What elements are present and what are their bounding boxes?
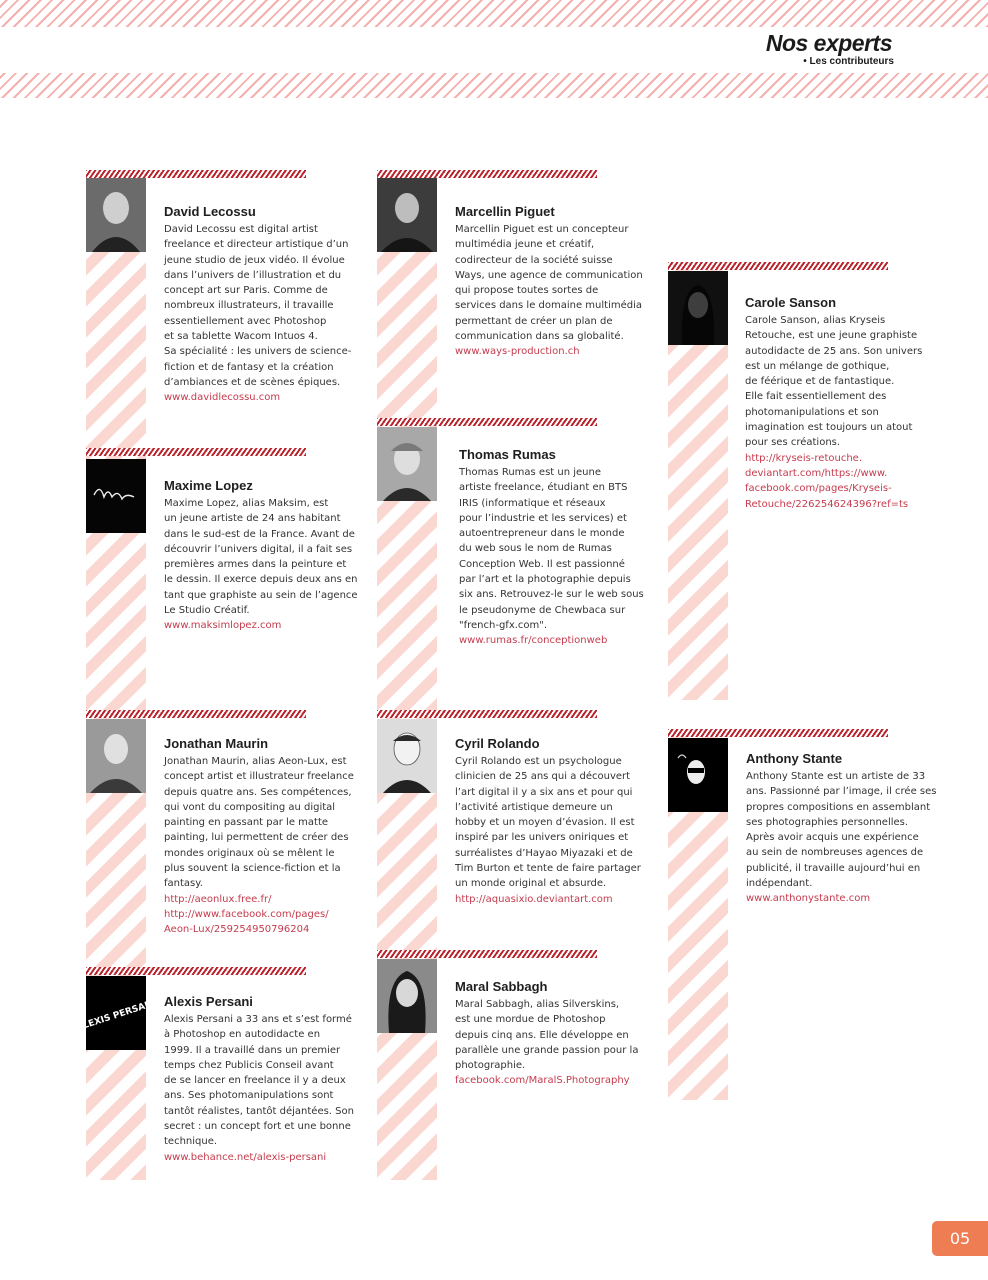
header-stripe-bottom	[0, 73, 988, 98]
avatar-marcellin-piguet	[377, 178, 437, 252]
expert-card-jonathan-maurin	[164, 736, 364, 938]
expert-link[interactable]: www.anthonystante.com	[746, 893, 871, 905]
section-divider	[377, 710, 597, 718]
section-divider	[86, 967, 306, 975]
page-title: Nos experts	[760, 30, 898, 57]
expert-bio: David Lecossu est digital artist freelance et directeur artistique d’un jeune studio de jeux vidéo. Il évolue dans l’univers de l’illustration et du concept art sur Paris. Comme de nombreux illustrateurs, il travaille essentiellement avec Photoshop et sa tablette Wacom Intuos 4. Sa spécialité : les univers de science- fiction et de fantasy et la création d’ambiances et de scènes épiques.	[164, 224, 352, 388]
expert-bio: Carole Sanson, alias Kryseis Retouche, est une jeune graphiste autodidacte de 25 ans. Son univers est un mélange de gothique, de féérique et de fantastique. Elle fait essentiellement des photomanipulations et son imagination est toujours un atout pour ses créations.	[745, 315, 923, 449]
avatar-jonathan-maurin	[86, 719, 146, 793]
section-divider	[377, 950, 597, 958]
page-subtitle: • Les contributeurs	[799, 56, 898, 67]
expert-card-maxime-lopez	[164, 478, 364, 634]
avatar-carole-sanson	[668, 271, 728, 345]
expert-card-cyril-rolando	[455, 736, 655, 907]
expert-card-thomas-rumas	[459, 447, 659, 649]
avatar-anthony-stante	[668, 738, 728, 812]
section-divider	[668, 262, 888, 270]
expert-bio: Jonathan Maurin, alias Aeon-Lux, est concept artist et illustrateur freelance depuis quatre ans. Ses compétences, qui vont du compositing au digital painting en passant par le matte painting, lui permettent de créer des mondes originaux où se mêlent le plus souvent la science-fiction et la fantasy.	[164, 756, 354, 890]
expert-bio: Cyril Rolando est un psychologue clinicien de 25 ans qui a découvert l’art digital il y a six ans et pour qui l’activité artistique demeure un hobby et un moyen d’évasion. Il est inspiré par les univers oniriques et surréalistes d’Hayao Miyazaki et de Tim Burton et tente de faire partager un monde original et absurde.	[455, 756, 641, 890]
expert-name: David Lecossu	[164, 204, 256, 219]
section-divider	[86, 170, 306, 178]
expert-bio: Maxime Lopez, alias Maksim, est un jeune artiste de 24 ans habitant dans le sud-est de la France. Avant de découvrir l’univers digital, il a fait ses premières armes dans la peinture et le dessin. Il exerce depuis deux ans en tant que graphiste au sein de l’agence Le Studio Créatif.	[164, 498, 358, 617]
expert-card-carole-sanson	[745, 295, 945, 512]
expert-link[interactable]: http://aeonlux.free.fr/	[164, 893, 272, 905]
section-divider	[377, 418, 597, 426]
expert-link[interactable]: http://kryseis-retouche. deviantart.com/https://www. facebook.com/pages/Kryseis- Retouche/226254624396?ref=ts	[745, 452, 909, 510]
avatar-maxime-lopez	[86, 459, 146, 533]
section-divider	[668, 729, 888, 737]
avatar-alexis-persani	[75, 976, 157, 1050]
expert-name: Thomas Rumas	[459, 447, 556, 462]
expert-name: Anthony Stante	[746, 751, 843, 766]
expert-bio: Thomas Rumas est un jeune artiste freelance, étudiant en BTS IRIS (informatique et réseaux pour l’industrie et les services) et autoentrepreneur dans le monde du web sous le nom de Rumas Conception Web. Il est passionné par l’art et la photographie depuis six ans. Retrouvez-le sur le web sous le pseudonyme de Chewbaca sur "french-gfx.com".	[459, 467, 644, 631]
expert-link[interactable]: www.ways-production.ch	[455, 346, 580, 358]
expert-name: Alexis Persani	[164, 994, 253, 1009]
expert-link[interactable]: www.rumas.fr/conceptionweb	[459, 635, 608, 647]
expert-card-alexis-persani	[164, 994, 364, 1165]
avatar-maral-sabbagh	[377, 959, 437, 1033]
expert-bio: Marcellin Piguet est un concepteur multimédia jeune et créatif, codirecteur de la société suisse Ways, une agence de communication qui propose toutes sortes de services dans le domaine multimédia permettant de créer un plan de communication dans sa globalité.	[455, 224, 643, 343]
expert-link[interactable]: http://www.facebook.com/pages/ Aeon-Lux/259254950796204	[164, 908, 329, 936]
section-divider	[86, 448, 306, 456]
expert-bio: Maral Sabbagh, alias Silverskins, est une mordue de Photoshop depuis cinq ans. Elle développe en parallèle une grande passion pour la photographie.	[455, 999, 639, 1072]
expert-card-anthony-stante	[746, 751, 946, 907]
expert-card-marcellin-piguet	[455, 204, 655, 360]
avatar-cyril-rolando	[377, 719, 437, 793]
expert-link[interactable]: www.behance.net/alexis-persani	[164, 1151, 327, 1163]
expert-card-david-lecossu	[164, 204, 364, 406]
section-divider	[377, 170, 597, 178]
header-stripe-top	[0, 0, 988, 27]
expert-name: Maxime Lopez	[164, 478, 253, 493]
expert-name: Carole Sanson	[745, 295, 837, 310]
expert-link[interactable]: www.maksimlopez.com	[164, 620, 282, 632]
avatar-thomas-rumas	[377, 427, 437, 501]
expert-link[interactable]: http://aquasixio.deviantart.com	[455, 893, 613, 905]
expert-bio: Anthony Stante est un artiste de 33 ans. Passionné par l’image, il crée ses propres compositions en assemblant ses photographies personnelles. Après avoir acquis une expérience au sein de nombreuses agences de publicité, il travaille aujourd’hui en indépendant.	[746, 771, 937, 890]
expert-name: Marcellin Piguet	[455, 204, 555, 219]
avatar-david-lecossu	[86, 178, 146, 252]
expert-bio: Alexis Persani a 33 ans et s’est formé à Photoshop en autodidacte en 1999. Il a travaillé dans un premier temps chez Publicis Conseil avant de se lancer en freelance il y a deux ans. Ses photomanipulations sont tantôt réalistes, tantôt déjantées. Son secret : un concept fort et une bonne technique.	[164, 1014, 354, 1148]
expert-link[interactable]: www.davidlecossu.com	[164, 392, 281, 404]
expert-name: Cyril Rolando	[455, 736, 540, 751]
svg-text:ALEXIS PERSANI: ALEXIS PERSANI	[75, 998, 157, 1034]
expert-card-maral-sabbagh	[455, 979, 655, 1089]
section-divider	[86, 710, 306, 718]
expert-name: Jonathan Maurin	[164, 736, 269, 751]
expert-link[interactable]: facebook.com/MaralS.Photography	[455, 1075, 630, 1087]
page-number: 05	[932, 1221, 988, 1256]
expert-name: Maral Sabbagh	[455, 979, 548, 994]
